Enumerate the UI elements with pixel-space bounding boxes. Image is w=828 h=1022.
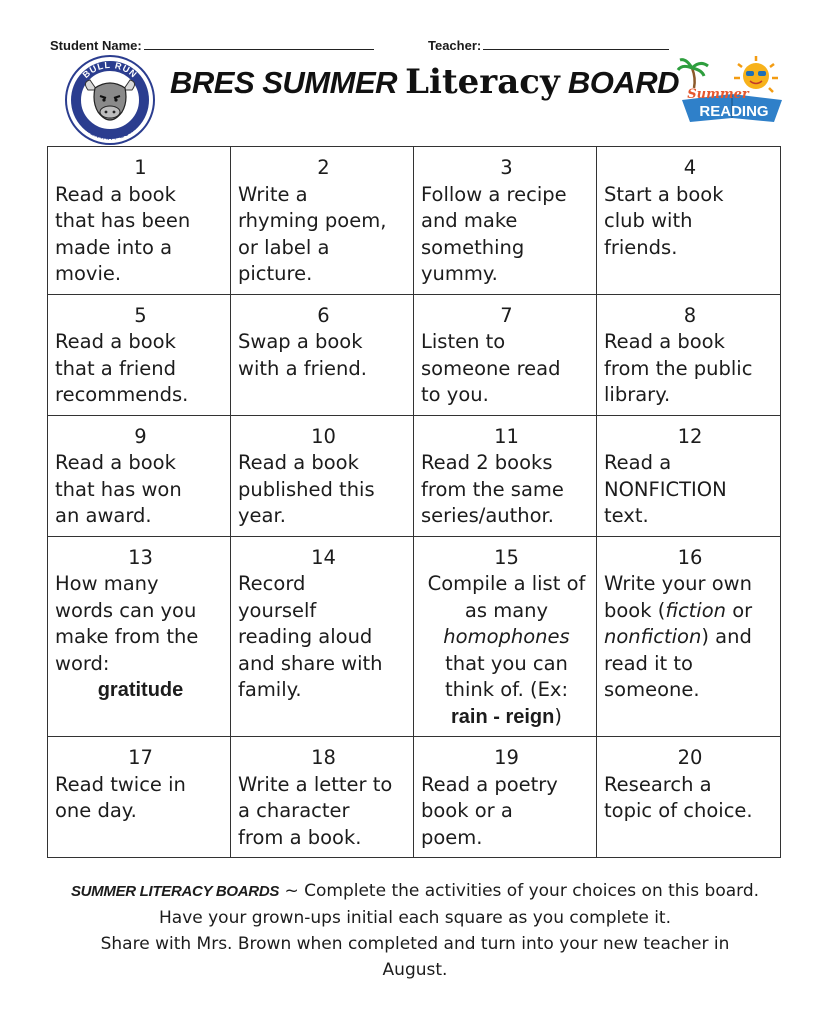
cell-line: from the public bbox=[604, 356, 753, 380]
cell-number: 10 bbox=[311, 424, 336, 448]
board-cell-3[interactable] bbox=[414, 147, 597, 295]
title-part-2: Literacy bbox=[405, 62, 560, 102]
bold-word: gratitude bbox=[97, 679, 184, 701]
board-cell-13[interactable] bbox=[48, 536, 231, 737]
summer-reading-badge bbox=[674, 56, 792, 126]
cell-line: friends. bbox=[604, 235, 678, 259]
cell-fragment: or bbox=[726, 598, 753, 622]
cell-line: Start a book bbox=[604, 182, 724, 206]
cell-line: read it to bbox=[604, 651, 693, 675]
cell-number: 9 bbox=[134, 424, 147, 448]
cell-line: Listen to bbox=[421, 330, 506, 353]
board-row bbox=[48, 415, 781, 536]
cell-line: with a friend. bbox=[238, 356, 367, 380]
cell-line: Swap a book bbox=[238, 330, 363, 353]
cell-line: that a friend bbox=[55, 356, 176, 380]
close-paren: ) bbox=[554, 704, 562, 728]
student-name-blank[interactable] bbox=[144, 36, 374, 50]
cell-line: Compile a list of bbox=[427, 572, 586, 595]
board-cell-16[interactable] bbox=[597, 536, 781, 737]
logo-top-text: BULL RUN bbox=[80, 59, 140, 81]
board-row bbox=[48, 147, 781, 295]
homophones-word: homophones bbox=[443, 625, 570, 648]
literacy-board bbox=[47, 146, 781, 858]
cell-line: NONFICTION bbox=[604, 477, 727, 501]
cell-line: and share with bbox=[238, 651, 383, 675]
cell-line: Follow a recipe bbox=[421, 182, 567, 206]
cell-line: someone. bbox=[604, 678, 700, 701]
board-cell-2[interactable] bbox=[231, 147, 414, 295]
cell-line: words can you bbox=[55, 598, 197, 622]
cell-number: 18 bbox=[311, 746, 336, 769]
cell-line: as many bbox=[464, 598, 549, 622]
cell-line: How many bbox=[55, 572, 159, 595]
cell-line: Read a book bbox=[604, 330, 725, 353]
cell-number: 14 bbox=[311, 545, 336, 569]
palm-tree-icon bbox=[678, 60, 708, 88]
board-cell-17[interactable] bbox=[48, 737, 231, 858]
cell-line: recommends. bbox=[55, 383, 189, 406]
cell-line: series/author. bbox=[421, 504, 554, 527]
cell-line: that has won bbox=[55, 477, 182, 501]
cell-line: topic of choice. bbox=[604, 799, 753, 822]
cell-line: Read a book bbox=[55, 182, 176, 206]
cell-line: Read twice in bbox=[55, 772, 186, 796]
cell-number: 12 bbox=[677, 424, 703, 448]
cell-line: reading aloud bbox=[238, 625, 373, 648]
cell-line: Record bbox=[238, 572, 306, 595]
cell-line: something bbox=[421, 235, 525, 259]
cell-line: think of. (Ex: bbox=[444, 678, 569, 701]
cell-line: Read a book bbox=[55, 330, 176, 353]
title-part-1: BRES SUMMER bbox=[170, 65, 406, 100]
cell-line: text. bbox=[604, 504, 649, 527]
footer-line-2: Have your grown-ups initial each square as you complete it. bbox=[159, 908, 671, 928]
cell-line: that you can bbox=[445, 651, 568, 675]
board-cell-11[interactable] bbox=[414, 415, 597, 536]
board-cell-14[interactable] bbox=[231, 536, 414, 737]
footer-lead: SUMMER LITERACY BOARDS bbox=[70, 883, 280, 900]
board-cell-8[interactable] bbox=[597, 294, 781, 415]
cell-number: 15 bbox=[494, 545, 519, 569]
board-row bbox=[48, 536, 781, 737]
teacher-field[interactable] bbox=[428, 36, 669, 53]
cell-line: Read a poetry bbox=[421, 772, 558, 796]
board-cell-15[interactable] bbox=[414, 536, 597, 737]
cell-line: made into a bbox=[55, 235, 173, 259]
cell-line: picture. bbox=[238, 262, 313, 285]
cell-line: to you. bbox=[421, 383, 489, 406]
board-cell-9[interactable] bbox=[48, 415, 231, 536]
cell-line: club with bbox=[604, 209, 693, 232]
instructions-footer bbox=[40, 878, 790, 983]
cell-number: 4 bbox=[683, 156, 697, 179]
cell-line: book or a bbox=[421, 799, 513, 822]
board-cell-18[interactable] bbox=[231, 737, 414, 858]
footer-line-4: August. bbox=[382, 960, 448, 980]
cell-number: 3 bbox=[500, 156, 513, 179]
cell-line: and make bbox=[421, 209, 518, 232]
cell-line: Read 2 books bbox=[421, 451, 553, 474]
cell-number: 20 bbox=[677, 746, 703, 769]
cell-line: that has been bbox=[55, 209, 191, 232]
cell-number: 1 bbox=[134, 156, 147, 179]
cell-line: poem. bbox=[421, 825, 483, 849]
cell-number: 5 bbox=[134, 303, 147, 327]
board-cell-5[interactable] bbox=[48, 294, 231, 415]
board-cell-7[interactable] bbox=[414, 294, 597, 415]
cell-line: year. bbox=[238, 504, 286, 527]
cell-line: from a book. bbox=[238, 825, 362, 849]
logo-bottom-text: ELEMENTARY SCHOOL bbox=[75, 116, 145, 143]
teacher-blank[interactable] bbox=[483, 36, 669, 50]
board-cell-20[interactable] bbox=[597, 737, 781, 858]
cell-fragment: ) and bbox=[701, 625, 752, 648]
cell-number: 17 bbox=[128, 746, 153, 769]
board-cell-12[interactable] bbox=[597, 415, 781, 536]
board-cell-4[interactable] bbox=[597, 147, 781, 295]
cell-line: yummy. bbox=[421, 262, 498, 285]
cell-number: 2 bbox=[317, 156, 330, 179]
cell-line: family. bbox=[238, 678, 302, 701]
cell-line: library. bbox=[604, 383, 671, 406]
cell-line: an award. bbox=[55, 504, 152, 527]
cell-number: 8 bbox=[683, 303, 697, 327]
nonfiction-word: nonfiction bbox=[604, 625, 702, 648]
cell-number: 6 bbox=[317, 303, 330, 327]
badge-word-2: READING bbox=[699, 103, 769, 120]
cell-line: rhyming poem, bbox=[238, 209, 387, 232]
cell-number: 11 bbox=[494, 424, 519, 448]
cell-line: published this bbox=[238, 477, 375, 501]
cell-line: movie. bbox=[55, 262, 122, 285]
cell-line: Write your own bbox=[604, 572, 752, 595]
badge-word-1: Summer bbox=[687, 87, 749, 102]
cell-line: Read a book bbox=[238, 451, 359, 474]
cell-number: 19 bbox=[494, 746, 519, 769]
board-cell-6[interactable] bbox=[231, 294, 414, 415]
cell-line: yourself bbox=[238, 598, 317, 622]
example-words: rain - reign bbox=[451, 705, 555, 728]
cell-number: 13 bbox=[128, 545, 153, 569]
board-row bbox=[48, 737, 781, 858]
student-name-label: Student Name: bbox=[50, 38, 142, 53]
cell-line: word: bbox=[55, 651, 110, 675]
cell-line: from the same bbox=[421, 477, 564, 501]
cell-line: Write a bbox=[238, 182, 308, 206]
fiction-word: fiction bbox=[665, 598, 727, 622]
board-cell-1[interactable] bbox=[48, 147, 231, 295]
footer-line-3: Share with Mrs. Brown when completed and turn into your new teacher in bbox=[100, 934, 730, 954]
board-cell-10[interactable] bbox=[231, 415, 414, 536]
cell-line: or label a bbox=[238, 235, 330, 259]
cell-line: Write a letter to bbox=[238, 772, 393, 796]
page-title bbox=[170, 62, 679, 112]
cell-number: 16 bbox=[677, 545, 703, 569]
cell-line: Read a bbox=[604, 451, 672, 474]
student-teacher-line bbox=[50, 36, 750, 56]
student-name-field[interactable] bbox=[50, 36, 374, 53]
board-cell-19[interactable] bbox=[414, 737, 597, 858]
cell-line: Research a bbox=[604, 772, 712, 796]
cell-number: 7 bbox=[500, 303, 513, 327]
cell-fragment: book ( bbox=[604, 598, 666, 622]
footer-line-1: ~ Complete the activities of your choices on this board. bbox=[279, 881, 760, 901]
cell-line: one day. bbox=[55, 799, 137, 822]
cell-line: Read a book bbox=[55, 451, 176, 474]
teacher-label: Teacher: bbox=[428, 38, 482, 53]
cell-line: make from the bbox=[55, 625, 199, 648]
cell-line: a character bbox=[238, 799, 350, 822]
school-logo bbox=[64, 54, 156, 146]
cell-line: someone read bbox=[421, 356, 561, 380]
board-row bbox=[48, 294, 781, 415]
title-part-3: BOARD bbox=[559, 65, 679, 100]
